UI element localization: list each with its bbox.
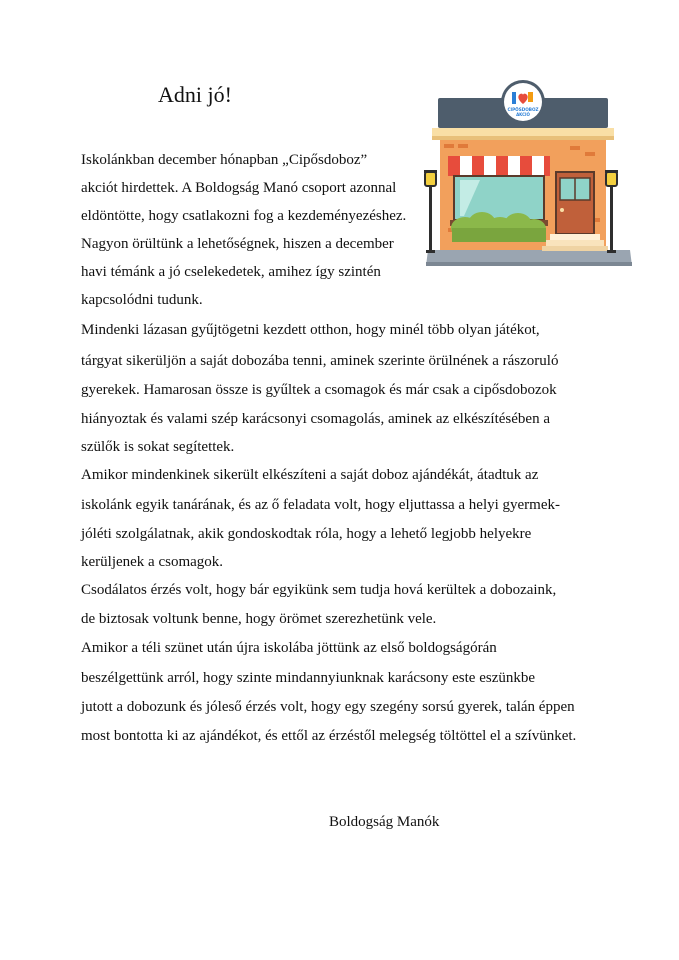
logo-text-top: CIPŐSDOBOZ xyxy=(507,107,539,112)
text-line: Amikor mindenkinek sikerült elkészíteni a saját doboz ajándékát, átadtuk az xyxy=(81,467,539,483)
text-line: Amikor a téli szünet után újra iskolába jöttünk az első boldogságórán xyxy=(81,640,497,656)
text-line: kapcsolódni tudunk. xyxy=(81,292,203,308)
lamp-right xyxy=(605,170,618,253)
text-line: iskolánk egyik tanárának, és az ő feladata volt, hogy eljuttassa a helyi gyermek- xyxy=(81,497,560,513)
cornice-shadow xyxy=(432,136,614,140)
lamp-left xyxy=(424,170,437,253)
cipodoboz-logo xyxy=(501,80,545,124)
text-line: kerüljenek a csomagok. xyxy=(81,554,224,570)
text-line: szülők is sokat segítettek. xyxy=(81,439,235,455)
text-line: most bontotta ki az ajándékot, és ettől az érzéstől melegség töltöttel el a szívünket. xyxy=(81,728,577,744)
text-line: akciót hirdettek. A Boldogság Manó csoport azonnal xyxy=(81,180,397,196)
text-line: jutott a dobozunk és jóleső érzés volt, hogy egy szegény sorsú gyerek, talán éppen xyxy=(81,699,575,715)
logo-text-bottom: AKCIÓ xyxy=(516,112,530,117)
text-line: Iskolánkban december hónapban „Cipősdoboz” xyxy=(81,152,368,168)
page-title: Adni jó! xyxy=(158,82,232,107)
text-line: hiányoztak és valami szép karácsonyi csomagolás, aminek az elkészítésében a xyxy=(81,411,550,427)
text-line: tárgyat sikerüljön a saját dobozába tenni, aminek szerinte örülnének a rászoruló xyxy=(81,353,559,369)
steps xyxy=(542,234,608,251)
signature: Boldogság Manók xyxy=(329,814,440,830)
text-line: Csodálatos érzés volt, hogy bár egyikünk sem tudja hová kerültek a dobozaink, xyxy=(81,582,557,598)
text-line: gyerekek. Hamarosan össze is gyűltek a csomagok és már csak a cipősdobozok xyxy=(81,382,557,398)
awning xyxy=(448,156,550,176)
text-line: beszélgettünk arról, hogy szinte mindannyiunknak karácsony este eszünkbe xyxy=(81,670,536,686)
shop-illustration xyxy=(420,78,635,273)
text-line: eldöntötte, hogy csatlakozni fog a kezdeményezéshez. xyxy=(81,208,407,224)
text-line: Nagyon örültünk a lehetőségnek, hiszen a december xyxy=(81,236,394,252)
text-line: Mindenki lázasan gyűjtögetni kezdett otthon, hogy minél több olyan játékot, xyxy=(81,322,540,338)
text-line: de biztosak voltunk benne, hogy örömet szerezhetünk vele. xyxy=(81,611,437,627)
pavement-edge xyxy=(426,262,632,266)
cornice xyxy=(432,128,614,136)
text-line: havi témánk a jó cselekedetek, amihez így szintén xyxy=(81,264,381,280)
text-line: jóléti szolgálatnak, akik gondoskodtak róla, hogy a lehető legjobb helyekre xyxy=(81,526,532,542)
